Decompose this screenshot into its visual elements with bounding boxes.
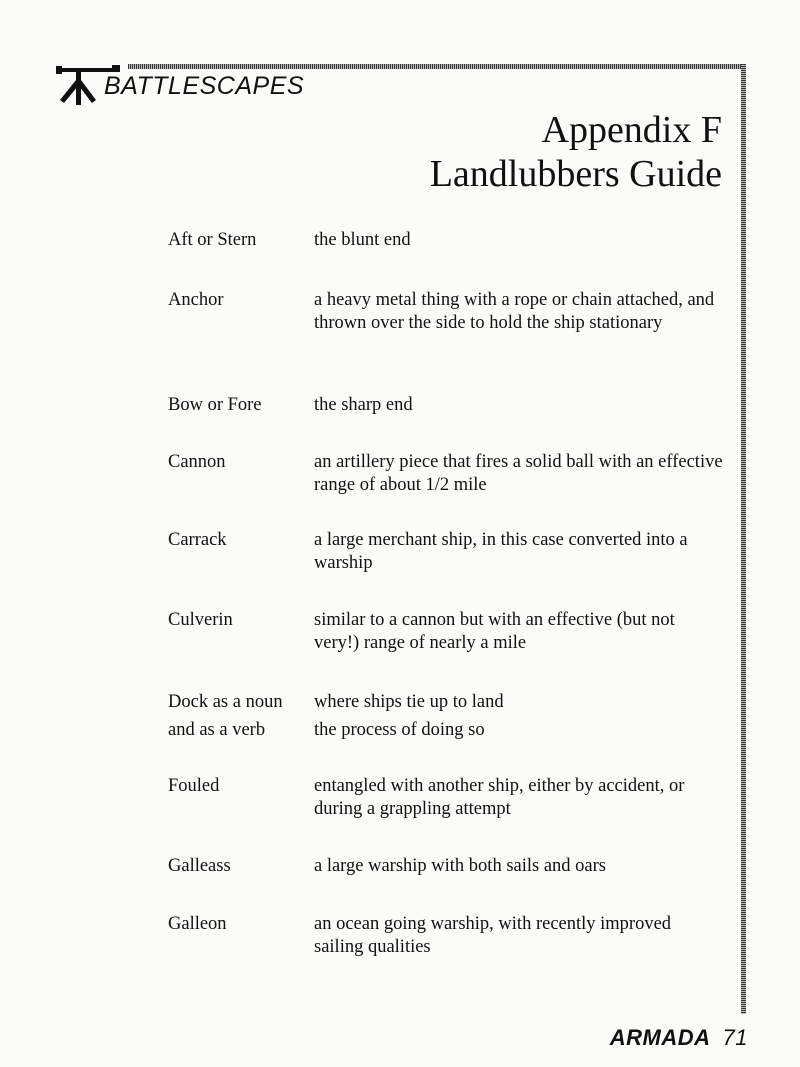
glossary-definition: the process of doing so [314, 720, 485, 740]
glossary-term: Fouled [168, 776, 220, 796]
page-number: 71 [722, 1025, 748, 1050]
glossary-term: Anchor [168, 290, 224, 310]
glossary-term: Cannon [168, 452, 226, 472]
glossary-definition: entangled with another ship, either by accident, or during a grappling attempt [314, 776, 685, 819]
appendix-title [430, 108, 722, 196]
glossary-definition: where ships tie up to land [314, 692, 504, 712]
glossary-term: Bow or Fore [168, 395, 262, 415]
glossary-definition: similar to a cannon but with an effective (but not very!) range of nearly a mile [314, 610, 675, 653]
glossary-term: Aft or Stern [168, 230, 257, 250]
glossary-definition: an artillery piece that fires a solid ball with an effective range of about 1/2 mile [314, 452, 723, 495]
glossary-definition: the blunt end [314, 230, 411, 250]
glossary-definition: a heavy metal thing with a rope or chain attached, and thrown over the side to hold the ship stationary [314, 290, 715, 333]
glossary-definition: an ocean going warship, with recently improved sailing qualities [314, 914, 672, 957]
glossary-term: Dock as a noun [168, 692, 283, 712]
frame-top-rule [128, 64, 746, 69]
glossary-term: and as a verb [168, 720, 266, 740]
appendix-title-line1: Appendix F [541, 109, 722, 151]
glossary-term: Carrack [168, 530, 227, 550]
glossary-definition: a large merchant ship, in this case converted into a warship [314, 530, 688, 573]
glossary-definition: the sharp end [314, 395, 413, 415]
appendix-title-line2: Landlubbers Guide [429, 153, 722, 195]
frame-right-rule [741, 64, 746, 1014]
glossary-term: Galleon [168, 914, 227, 934]
page-footer [610, 1025, 748, 1051]
glossary-term: Galleass [168, 856, 231, 876]
glossary-term: Culverin [168, 610, 233, 630]
glossary-definition: a large warship with both sails and oars [314, 856, 606, 876]
header-title: BATTLESCAPES [104, 72, 305, 100]
footer-title: ARMADA [609, 1025, 711, 1050]
